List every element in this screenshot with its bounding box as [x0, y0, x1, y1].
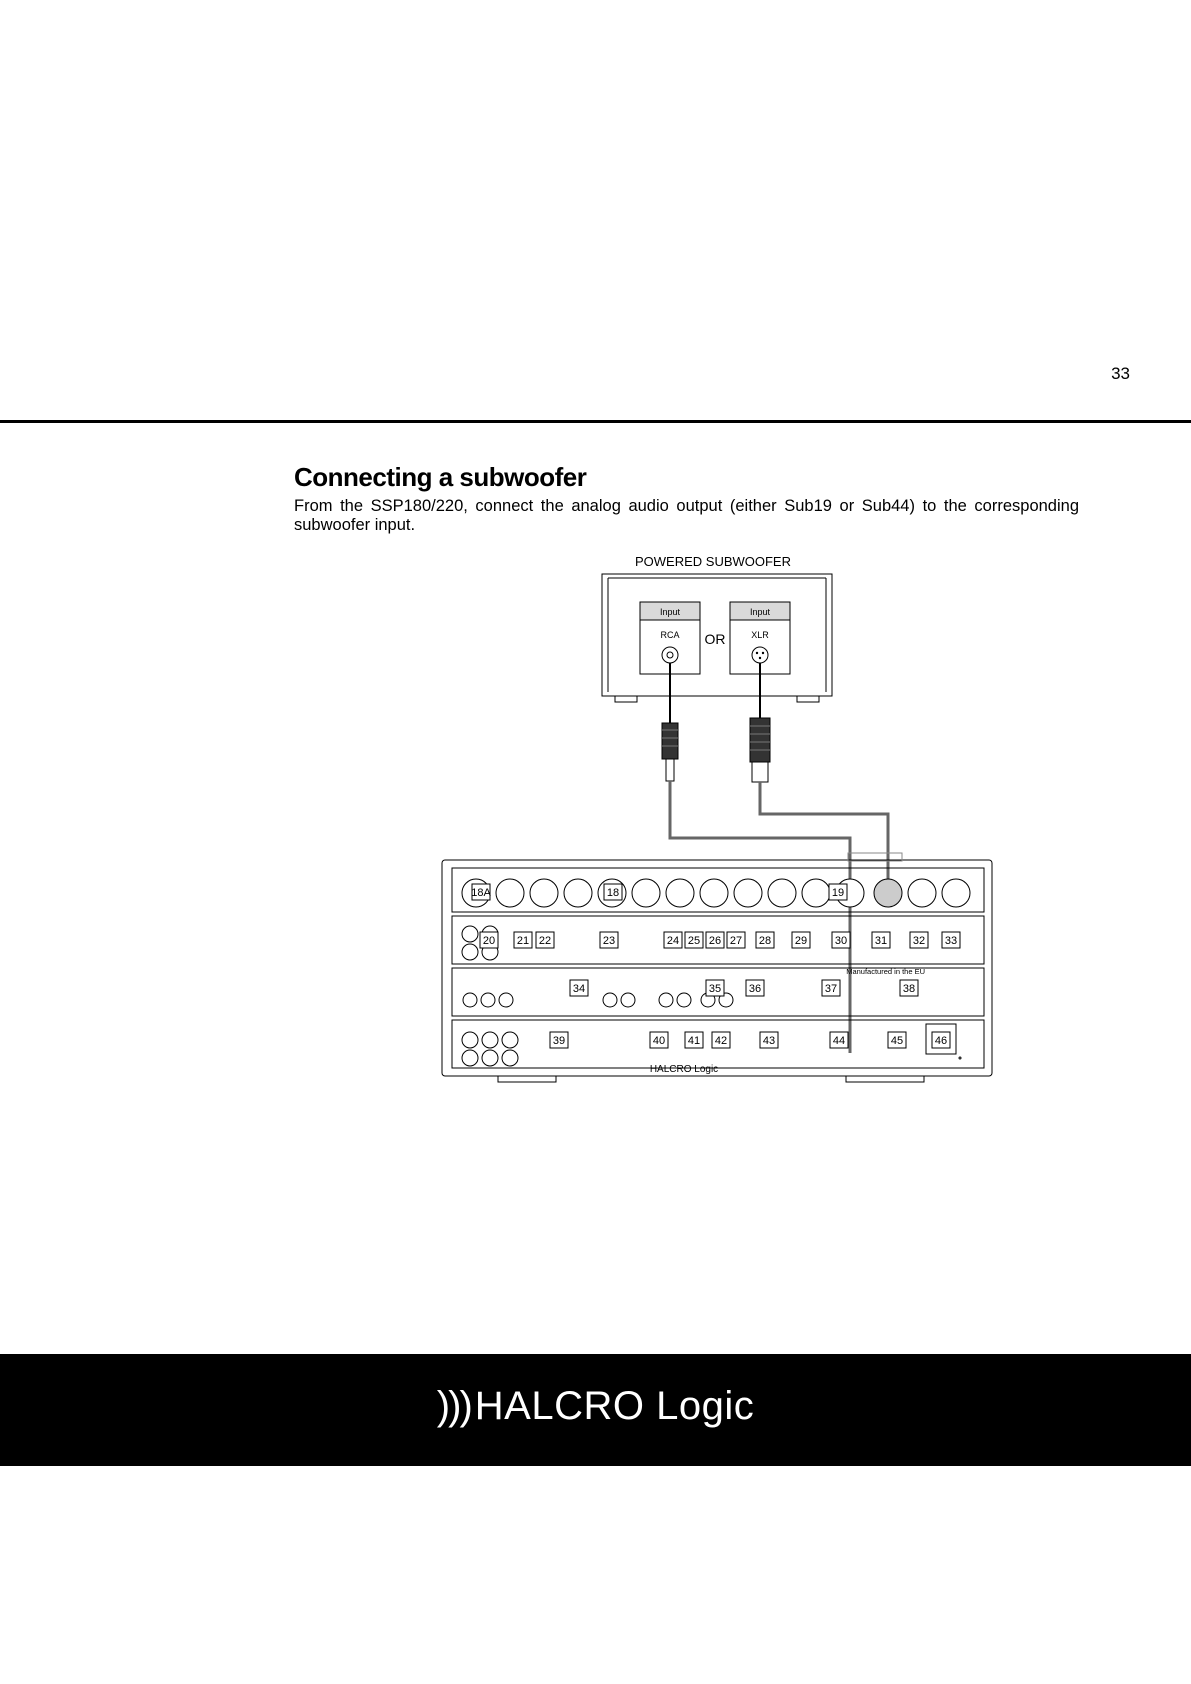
- xlr-input-type: XLR: [751, 630, 769, 640]
- callout-22: 22: [538, 935, 552, 947]
- balanced-jacks-row: [462, 879, 970, 907]
- callout-44: 44: [832, 1035, 846, 1047]
- subwoofer-connection-diagram: [440, 548, 1000, 1088]
- page-number: 33: [1111, 364, 1130, 383]
- callout-37: 37: [824, 983, 838, 995]
- rca-input-header: Input: [659, 607, 681, 617]
- xlr-jack-icon: [752, 647, 768, 663]
- callout-29: 29: [794, 935, 808, 947]
- callout-30: 30: [834, 935, 848, 947]
- section-title: Connecting a subwoofer: [294, 462, 587, 492]
- callout-33: 33: [944, 935, 958, 947]
- halcro-logo-mark-icon: ))): [436, 1384, 471, 1428]
- callout-27: 27: [729, 935, 743, 947]
- xlr-plug-icon: [750, 663, 770, 782]
- rca-plug-icon: [662, 663, 678, 781]
- callout-38: 38: [902, 983, 916, 995]
- or-label: OR: [704, 631, 726, 647]
- callout-39: 39: [552, 1035, 566, 1047]
- callout-41: 41: [687, 1035, 701, 1047]
- callout-36: 36: [748, 983, 762, 995]
- footer-logo-text: HALCRO Logic: [474, 1384, 755, 1428]
- callout-28: 28: [758, 935, 772, 947]
- unit-logo: HALCRO Logic: [649, 1064, 719, 1075]
- cables: [670, 781, 888, 1053]
- xlr-input-header: Input: [749, 607, 771, 617]
- callout-40: 40: [652, 1035, 666, 1047]
- subwoofer-label: POWERED SUBWOOFER: [634, 554, 792, 569]
- callout-46: 46: [934, 1035, 948, 1047]
- callout-18: 18: [606, 887, 620, 899]
- callout-18a: 18A: [471, 887, 491, 899]
- callout-21: 21: [516, 935, 530, 947]
- section-body: From the SSP180/220, connect the analog audio output (either Sub19 or Sub44) to the corresponding subwoofer input.: [294, 497, 1079, 534]
- footer-band: [0, 1354, 1191, 1466]
- callout-20: 20: [482, 935, 496, 947]
- callout-19: 19: [831, 887, 845, 899]
- rca-input-type: RCA: [660, 630, 680, 640]
- callout-45: 45: [890, 1035, 904, 1047]
- callout-42: 42: [714, 1035, 728, 1047]
- callouts: [471, 884, 960, 1048]
- manufactured-label: Manufactured in the EU: [846, 967, 925, 976]
- header-rule: [0, 420, 1191, 423]
- footer-logo: [0, 1384, 1191, 1429]
- callout-23: 23: [602, 935, 616, 947]
- callout-43: 43: [762, 1035, 776, 1047]
- callout-34: 34: [572, 983, 586, 995]
- callout-24: 24: [666, 935, 680, 947]
- callout-35: 35: [708, 983, 722, 995]
- callout-26: 26: [708, 935, 722, 947]
- callout-32: 32: [912, 935, 926, 947]
- callout-31: 31: [874, 935, 888, 947]
- callout-25: 25: [687, 935, 701, 947]
